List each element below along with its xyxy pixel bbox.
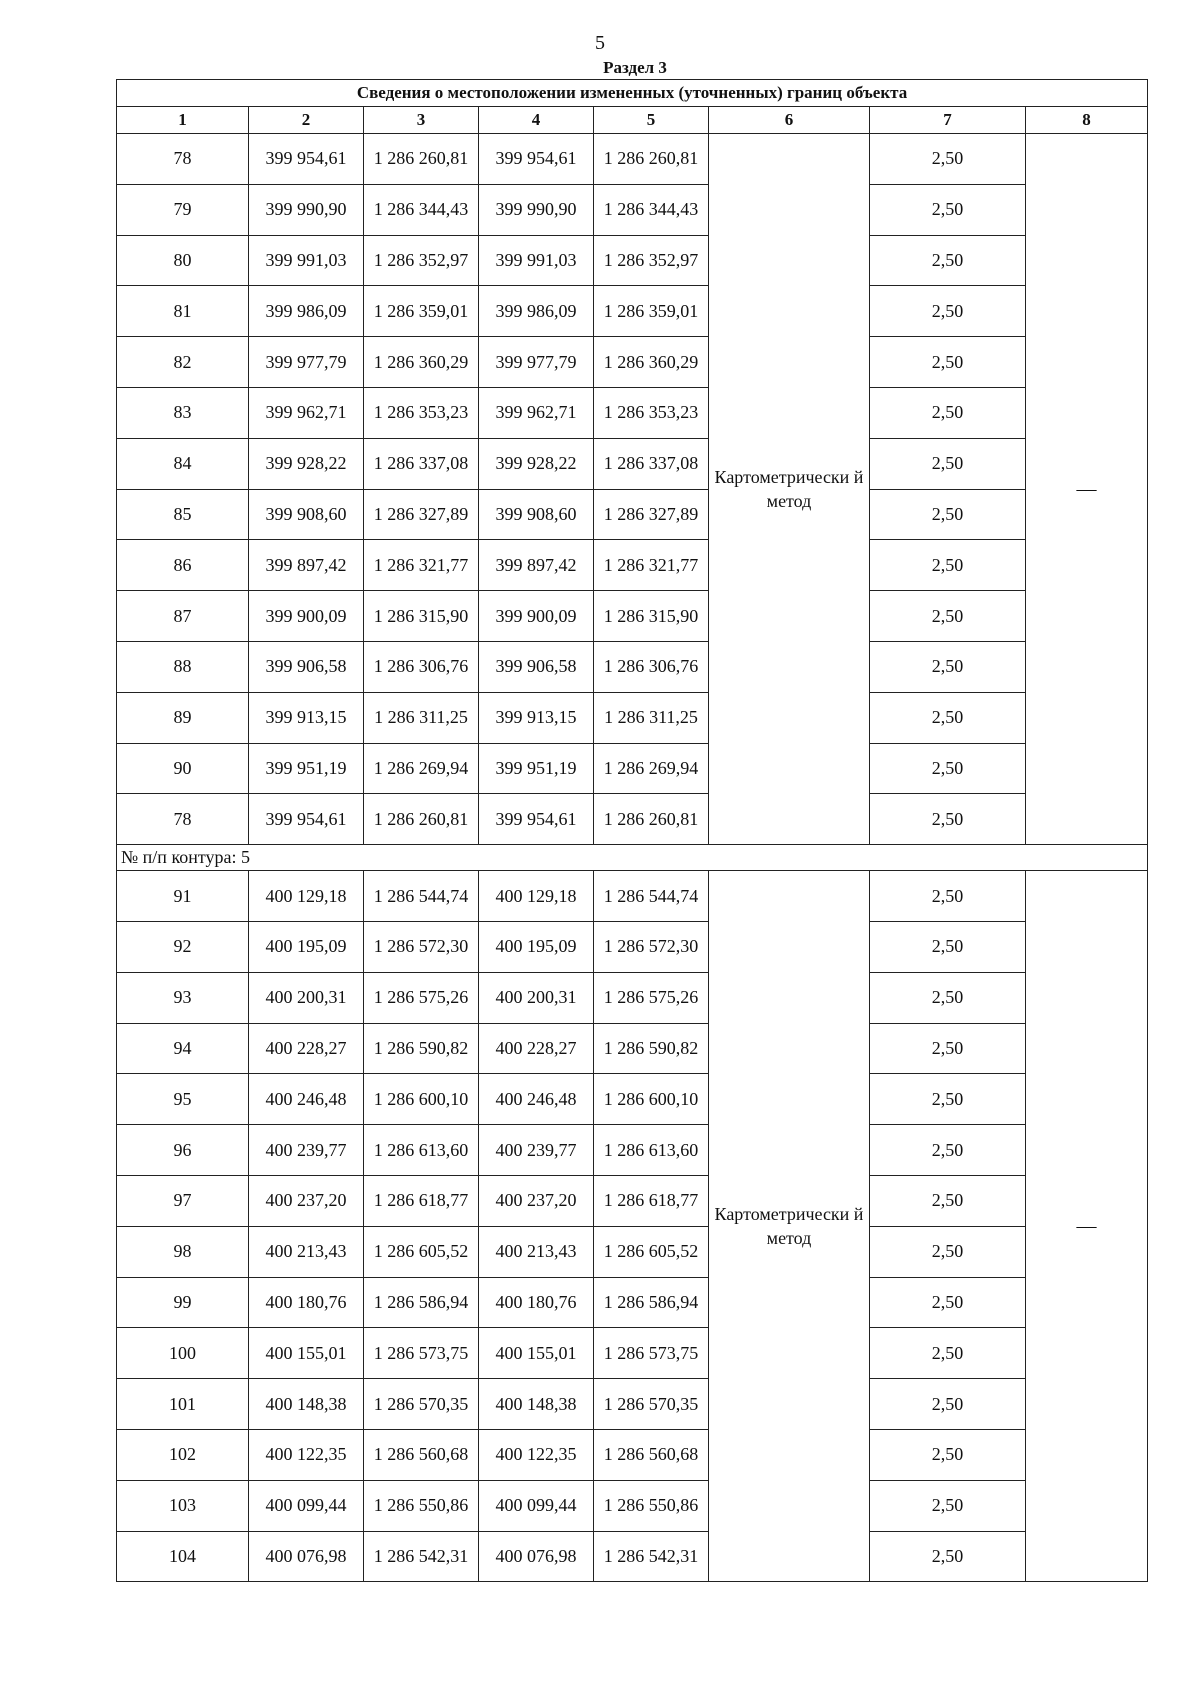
- cell-x-new: 399 990,90: [479, 184, 594, 235]
- cell-x-new: 400 122,35: [479, 1429, 594, 1480]
- cell-x-new: 399 897,42: [479, 540, 594, 591]
- cell-point-number: 97: [117, 1175, 249, 1226]
- cell-x-new: 399 962,71: [479, 387, 594, 438]
- cell-accuracy: 2,50: [870, 641, 1026, 692]
- cell-point-number: 102: [117, 1429, 249, 1480]
- cell-x-existing: 400 122,35: [249, 1429, 364, 1480]
- cell-y-new: 1 286 327,89: [594, 489, 709, 540]
- cell-point-number: 89: [117, 692, 249, 743]
- cell-point-number: 100: [117, 1328, 249, 1379]
- cell-x-new: 400 228,27: [479, 1023, 594, 1074]
- cell-point-number: 90: [117, 743, 249, 794]
- cell-point-number: 101: [117, 1379, 249, 1430]
- column8-cell: —: [1026, 134, 1148, 845]
- cell-y-existing: 1 286 337,08: [364, 438, 479, 489]
- cell-x-existing: 400 155,01: [249, 1328, 364, 1379]
- table-row: [117, 1328, 1148, 1379]
- cell-accuracy: 2,50: [870, 1429, 1026, 1480]
- cell-y-new: 1 286 359,01: [594, 286, 709, 337]
- page-number: 5: [595, 32, 605, 54]
- cell-x-existing: 400 180,76: [249, 1277, 364, 1328]
- cell-y-existing: 1 286 315,90: [364, 591, 479, 642]
- cell-x-existing: 400 239,77: [249, 1125, 364, 1176]
- cell-x-existing: 400 237,20: [249, 1175, 364, 1226]
- cell-point-number: 84: [117, 438, 249, 489]
- cell-y-existing: 1 286 586,94: [364, 1277, 479, 1328]
- cell-x-new: 400 213,43: [479, 1226, 594, 1277]
- cell-x-existing: 400 213,43: [249, 1226, 364, 1277]
- cell-y-existing: 1 286 344,43: [364, 184, 479, 235]
- cell-x-new: 399 928,22: [479, 438, 594, 489]
- table-row: [117, 743, 1148, 794]
- cell-accuracy: 2,50: [870, 489, 1026, 540]
- cell-x-new: 400 180,76: [479, 1277, 594, 1328]
- cell-x-existing: 399 913,15: [249, 692, 364, 743]
- cell-y-new: 1 286 600,10: [594, 1074, 709, 1125]
- cell-x-new: 399 900,09: [479, 591, 594, 642]
- table-row: [117, 540, 1148, 591]
- cell-x-existing: 399 897,42: [249, 540, 364, 591]
- cell-y-existing: 1 286 613,60: [364, 1125, 479, 1176]
- table-row: [117, 921, 1148, 972]
- column-header-2: 2: [249, 107, 364, 134]
- cell-accuracy: 2,50: [870, 692, 1026, 743]
- cell-y-existing: 1 286 573,75: [364, 1328, 479, 1379]
- cell-x-new: 399 951,19: [479, 743, 594, 794]
- cell-accuracy: 2,50: [870, 591, 1026, 642]
- cell-x-new: 400 246,48: [479, 1074, 594, 1125]
- cell-point-number: 96: [117, 1125, 249, 1176]
- table-row: [117, 235, 1148, 286]
- column-header-6: 6: [709, 107, 870, 134]
- table-caption: Сведения о местоположении измененных (уточненных) границ объекта: [117, 80, 1148, 107]
- table-row: [117, 184, 1148, 235]
- cell-point-number: 103: [117, 1480, 249, 1531]
- cell-x-existing: 400 200,31: [249, 972, 364, 1023]
- cell-x-existing: 399 986,09: [249, 286, 364, 337]
- cell-point-number: 78: [117, 794, 249, 845]
- cell-y-new: 1 286 321,77: [594, 540, 709, 591]
- cell-point-number: 88: [117, 641, 249, 692]
- cell-x-new: 399 954,61: [479, 134, 594, 185]
- cell-y-existing: 1 286 542,31: [364, 1531, 479, 1582]
- cell-x-new: 400 239,77: [479, 1125, 594, 1176]
- cell-y-existing: 1 286 269,94: [364, 743, 479, 794]
- cell-y-new: 1 286 590,82: [594, 1023, 709, 1074]
- cell-x-new: 399 986,09: [479, 286, 594, 337]
- table-row: [117, 337, 1148, 388]
- cell-point-number: 104: [117, 1531, 249, 1582]
- column-header-1: 1: [117, 107, 249, 134]
- cell-x-existing: 399 990,90: [249, 184, 364, 235]
- cell-y-new: 1 286 542,31: [594, 1531, 709, 1582]
- cell-x-existing: 399 900,09: [249, 591, 364, 642]
- cell-y-existing: 1 286 327,89: [364, 489, 479, 540]
- cell-x-existing: 399 928,22: [249, 438, 364, 489]
- cell-y-existing: 1 286 575,26: [364, 972, 479, 1023]
- cell-x-existing: 399 954,61: [249, 794, 364, 845]
- cell-x-existing: 399 991,03: [249, 235, 364, 286]
- cell-accuracy: 2,50: [870, 134, 1026, 185]
- table-row: [117, 1480, 1148, 1531]
- cell-accuracy: 2,50: [870, 1328, 1026, 1379]
- cell-y-new: 1 286 353,23: [594, 387, 709, 438]
- cell-x-new: 400 099,44: [479, 1480, 594, 1531]
- cell-x-new: 400 237,20: [479, 1175, 594, 1226]
- cell-y-new: 1 286 605,52: [594, 1226, 709, 1277]
- cell-accuracy: 2,50: [870, 743, 1026, 794]
- cell-y-existing: 1 286 311,25: [364, 692, 479, 743]
- cell-y-existing: 1 286 360,29: [364, 337, 479, 388]
- cell-x-new: 399 906,58: [479, 641, 594, 692]
- table-row: [117, 1074, 1148, 1125]
- table-row: [117, 972, 1148, 1023]
- contour-label-row: [117, 845, 1148, 871]
- cell-y-new: 1 286 560,68: [594, 1429, 709, 1480]
- cell-point-number: 86: [117, 540, 249, 591]
- cell-point-number: 93: [117, 972, 249, 1023]
- table-row: [117, 591, 1148, 642]
- cell-y-existing: 1 286 306,76: [364, 641, 479, 692]
- cell-y-existing: 1 286 618,77: [364, 1175, 479, 1226]
- cell-x-new: 400 200,31: [479, 972, 594, 1023]
- cell-y-existing: 1 286 600,10: [364, 1074, 479, 1125]
- cell-accuracy: 2,50: [870, 1023, 1026, 1074]
- method-cell: Картометрически й метод: [709, 134, 870, 845]
- cell-x-existing: 399 962,71: [249, 387, 364, 438]
- cell-x-new: 400 155,01: [479, 1328, 594, 1379]
- cell-x-new: 400 195,09: [479, 921, 594, 972]
- column-header-4: 4: [479, 107, 594, 134]
- cell-x-new: 399 954,61: [479, 794, 594, 845]
- cell-accuracy: 2,50: [870, 1277, 1026, 1328]
- cell-accuracy: 2,50: [870, 1074, 1026, 1125]
- cell-accuracy: 2,50: [870, 540, 1026, 591]
- cell-accuracy: 2,50: [870, 387, 1026, 438]
- cell-point-number: 99: [117, 1277, 249, 1328]
- cell-y-existing: 1 286 353,23: [364, 387, 479, 438]
- cell-accuracy: 2,50: [870, 1379, 1026, 1430]
- table-row: [117, 1277, 1148, 1328]
- cell-x-existing: 400 228,27: [249, 1023, 364, 1074]
- table-row: [117, 286, 1148, 337]
- cell-accuracy: 2,50: [870, 1125, 1026, 1176]
- column-header-8: 8: [1026, 107, 1148, 134]
- cell-accuracy: 2,50: [870, 1531, 1026, 1582]
- cell-y-existing: 1 286 550,86: [364, 1480, 479, 1531]
- cell-x-new: 399 908,60: [479, 489, 594, 540]
- cell-x-new: 400 076,98: [479, 1531, 594, 1582]
- table-row: [117, 1531, 1148, 1582]
- column-header-7: 7: [870, 107, 1026, 134]
- cell-x-existing: 400 148,38: [249, 1379, 364, 1430]
- cell-y-existing: 1 286 544,74: [364, 871, 479, 922]
- cell-accuracy: 2,50: [870, 235, 1026, 286]
- cell-y-existing: 1 286 321,77: [364, 540, 479, 591]
- cell-x-existing: 399 908,60: [249, 489, 364, 540]
- cell-x-existing: 399 977,79: [249, 337, 364, 388]
- cell-x-new: 399 977,79: [479, 337, 594, 388]
- cell-point-number: 85: [117, 489, 249, 540]
- table-row: [117, 641, 1148, 692]
- cell-y-new: 1 286 572,30: [594, 921, 709, 972]
- table-row: [117, 1023, 1148, 1074]
- cell-accuracy: 2,50: [870, 1480, 1026, 1531]
- cell-point-number: 80: [117, 235, 249, 286]
- cell-accuracy: 2,50: [870, 184, 1026, 235]
- cell-y-new: 1 286 260,81: [594, 134, 709, 185]
- cell-y-new: 1 286 613,60: [594, 1125, 709, 1176]
- table-row: [117, 692, 1148, 743]
- cell-y-new: 1 286 586,94: [594, 1277, 709, 1328]
- cell-y-new: 1 286 544,74: [594, 871, 709, 922]
- cell-y-new: 1 286 550,86: [594, 1480, 709, 1531]
- cell-x-existing: 400 195,09: [249, 921, 364, 972]
- table-row: [117, 438, 1148, 489]
- cell-x-existing: 400 099,44: [249, 1480, 364, 1531]
- cell-y-new: 1 286 337,08: [594, 438, 709, 489]
- cell-y-new: 1 286 315,90: [594, 591, 709, 642]
- cell-x-new: 399 913,15: [479, 692, 594, 743]
- cell-x-new: 399 991,03: [479, 235, 594, 286]
- table-row: [117, 1175, 1148, 1226]
- cell-point-number: 87: [117, 591, 249, 642]
- table-row: [117, 1379, 1148, 1430]
- cell-y-new: 1 286 570,35: [594, 1379, 709, 1430]
- cell-x-new: 400 129,18: [479, 871, 594, 922]
- cell-point-number: 91: [117, 871, 249, 922]
- cell-x-existing: 400 129,18: [249, 871, 364, 922]
- cell-accuracy: 2,50: [870, 337, 1026, 388]
- cell-y-existing: 1 286 352,97: [364, 235, 479, 286]
- table-row: [117, 1125, 1148, 1176]
- cell-accuracy: 2,50: [870, 972, 1026, 1023]
- cell-point-number: 98: [117, 1226, 249, 1277]
- cell-point-number: 82: [117, 337, 249, 388]
- cell-x-existing: 399 951,19: [249, 743, 364, 794]
- cell-accuracy: 2,50: [870, 438, 1026, 489]
- cell-y-new: 1 286 618,77: [594, 1175, 709, 1226]
- cell-point-number: 92: [117, 921, 249, 972]
- cell-y-new: 1 286 352,97: [594, 235, 709, 286]
- table-row: [117, 387, 1148, 438]
- cell-y-new: 1 286 269,94: [594, 743, 709, 794]
- boundary-coordinates-table: [116, 79, 1148, 1582]
- cell-y-new: 1 286 575,26: [594, 972, 709, 1023]
- column-header-3: 3: [364, 107, 479, 134]
- cell-x-existing: 399 906,58: [249, 641, 364, 692]
- cell-x-new: 400 148,38: [479, 1379, 594, 1430]
- cell-point-number: 83: [117, 387, 249, 438]
- cell-x-existing: 400 246,48: [249, 1074, 364, 1125]
- cell-y-existing: 1 286 605,52: [364, 1226, 479, 1277]
- cell-accuracy: 2,50: [870, 286, 1026, 337]
- cell-y-existing: 1 286 572,30: [364, 921, 479, 972]
- section-title: Раздел 3: [603, 58, 667, 77]
- cell-y-existing: 1 286 359,01: [364, 286, 479, 337]
- cell-point-number: 81: [117, 286, 249, 337]
- table-row: [117, 1226, 1148, 1277]
- column-header-5: 5: [594, 107, 709, 134]
- cell-accuracy: 2,50: [870, 794, 1026, 845]
- cell-accuracy: 2,50: [870, 871, 1026, 922]
- column-header-row: [117, 107, 1148, 134]
- cell-point-number: 94: [117, 1023, 249, 1074]
- cell-y-new: 1 286 260,81: [594, 794, 709, 845]
- table-row: [117, 794, 1148, 845]
- cell-point-number: 78: [117, 134, 249, 185]
- cell-point-number: 95: [117, 1074, 249, 1125]
- cell-x-existing: 400 076,98: [249, 1531, 364, 1582]
- contour-label: № п/п контура: 5: [117, 845, 1148, 871]
- cell-y-new: 1 286 311,25: [594, 692, 709, 743]
- cell-y-new: 1 286 306,76: [594, 641, 709, 692]
- cell-y-existing: 1 286 260,81: [364, 134, 479, 185]
- column8-cell: —: [1026, 871, 1148, 1582]
- cell-accuracy: 2,50: [870, 1226, 1026, 1277]
- table-row: [117, 489, 1148, 540]
- cell-y-existing: 1 286 260,81: [364, 794, 479, 845]
- cell-accuracy: 2,50: [870, 1175, 1026, 1226]
- cell-y-existing: 1 286 570,35: [364, 1379, 479, 1430]
- cell-y-new: 1 286 344,43: [594, 184, 709, 235]
- cell-y-new: 1 286 360,29: [594, 337, 709, 388]
- cell-y-new: 1 286 573,75: [594, 1328, 709, 1379]
- cell-point-number: 79: [117, 184, 249, 235]
- cell-y-existing: 1 286 560,68: [364, 1429, 479, 1480]
- cell-y-existing: 1 286 590,82: [364, 1023, 479, 1074]
- table-row: [117, 871, 1148, 922]
- table-row: [117, 1429, 1148, 1480]
- method-cell: Картометрически й метод: [709, 871, 870, 1582]
- cell-accuracy: 2,50: [870, 921, 1026, 972]
- cell-x-existing: 399 954,61: [249, 134, 364, 185]
- table-row: [117, 134, 1148, 185]
